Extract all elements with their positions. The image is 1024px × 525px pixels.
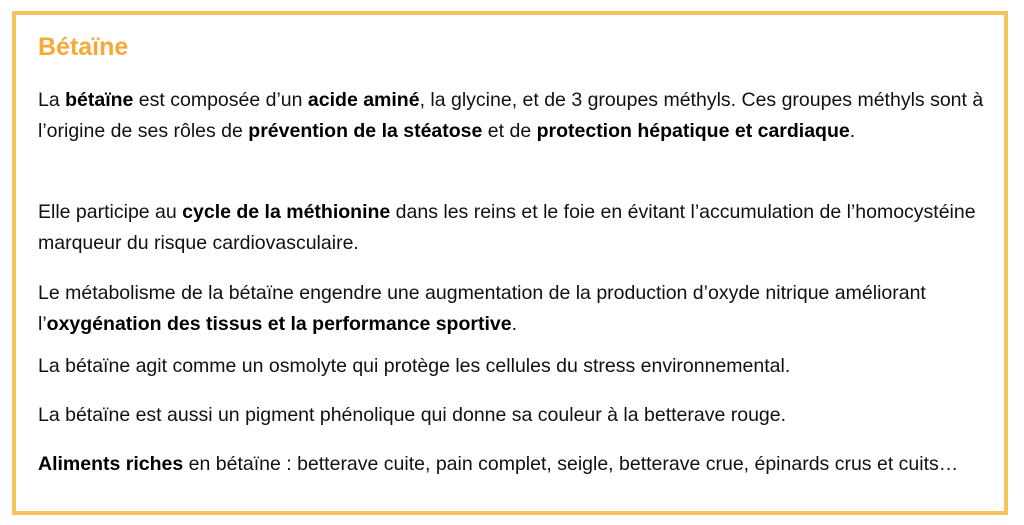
text-segment: dans les reins et le foie en évitant l’accumulation de l’homocystéine marqueur du risque cardiovasculaire. [38, 201, 976, 254]
keyword-steatose: prévention de la stéatose [248, 120, 483, 142]
paragraph-foods [38, 449, 988, 480]
keyword-methionine: cycle de la méthionine [182, 201, 391, 223]
text-segment: . [849, 120, 856, 142]
text-segment: est composée d’un [133, 89, 308, 111]
text-segment: Elle participe au [38, 201, 183, 223]
paragraph-methionine [38, 197, 988, 259]
box-title: Bétaïne [38, 33, 129, 61]
text-segment: La [38, 89, 66, 111]
text-segment: La bétaïne est aussi un pigment phénolique qui donne sa couleur à la betterave rouge. [38, 404, 787, 426]
keyword-oxygenation: oxygénation des tissus et la performance sportive [46, 313, 512, 335]
text-segment: La bétaïne agit comme un osmolyte qui protège les cellules du stress environnemental. [38, 355, 791, 377]
paragraph-composition [38, 85, 988, 147]
text-segment: . [511, 313, 517, 335]
keyword-betaine: bétaïne [65, 89, 134, 111]
betaine-info-box [12, 11, 1008, 515]
text-segment: en bétaïne : betterave cuite, pain complet, seigle, betterave crue, épinards crus et cuits… [183, 453, 959, 475]
keyword-protection: protection hépatique et cardiaque [536, 120, 850, 142]
text-segment: Le métabolisme de la bétaïne engendre une augmentation de la production d’oxyde nitrique améliorant l’ [38, 282, 926, 335]
paragraph-osmolyte [38, 351, 988, 382]
text-segment: et de [482, 120, 537, 142]
keyword-aliments-riches: Aliments riches [38, 453, 184, 475]
keyword-acide-amine: acide aminé [307, 89, 420, 111]
text-segment: , la glycine, et de 3 groupes méthyls. Ces groupes méthyls sont à l’origine de ses rôles de [38, 89, 984, 142]
paragraph-metabolism [38, 278, 988, 340]
paragraph-pigment [38, 400, 988, 431]
